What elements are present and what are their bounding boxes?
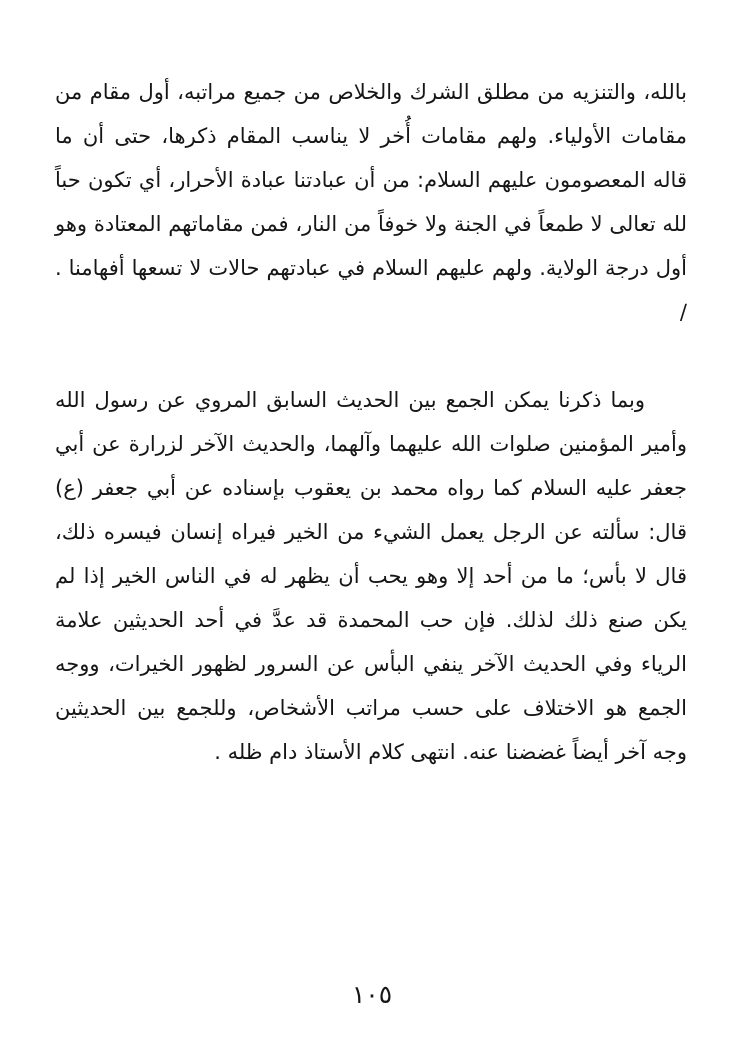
page-number: ١٠٥ bbox=[351, 980, 393, 1009]
paragraph-main: وبما ذكرنا يمكن الجمع بين الحديث السابق المروي عن رسول الله وأمير المؤمنين صلوات الله عليهما وآلهما، والحديث الآخر لزرارة عن أبي جعفر عليه السلام كما رواه محمد بن يعقوب بإسناده عن أبي جعفر (ع) قال: سألته عن الرجل يعمل الشيء من الخير فيراه إنسان فيسره ذلك، قال لا بأس؛ ما من أحد إلا وهو يحب أن يظهر له في الناس الخير إذا لم يكن صنع ذلك لذلك. فإن حب المحمدة قد عدَّ في أحد الحديثين علامة الرياء وفي الحديث الآخر ينفي البأس عن السرور لظهور الخيرات، ووجه الجمع هو الاختلاف على حسب مراتب الأشخاص، وللجمع بين الحديثين وجه آخر أيضاً غضضنا عنه. انتهى كلام الأستاذ دام ظله . bbox=[55, 388, 687, 764]
body-text bbox=[55, 70, 687, 774]
paragraph-continuation: بالله، والتنزيه من مطلق الشرك والخلاص من جميع مراتبه، أول مقام من مقامات الأولياء. ولهم مقامات أُخر لا يناسب المقام ذكرها، حتى أن ما قاله المعصومون عليهم السلام: من أن عبادتنا عبادة الأحرار، أي تكون حباً لله تعالى لا طمعاً في الجنة ولا خوفاً من النار، فمن مقاماتهم المعتادة وهو أول درجة الولاية. ولهم عليهم السلام في عبادتهم حالات لا تسعها أفهامنا . ∕ bbox=[55, 80, 687, 324]
